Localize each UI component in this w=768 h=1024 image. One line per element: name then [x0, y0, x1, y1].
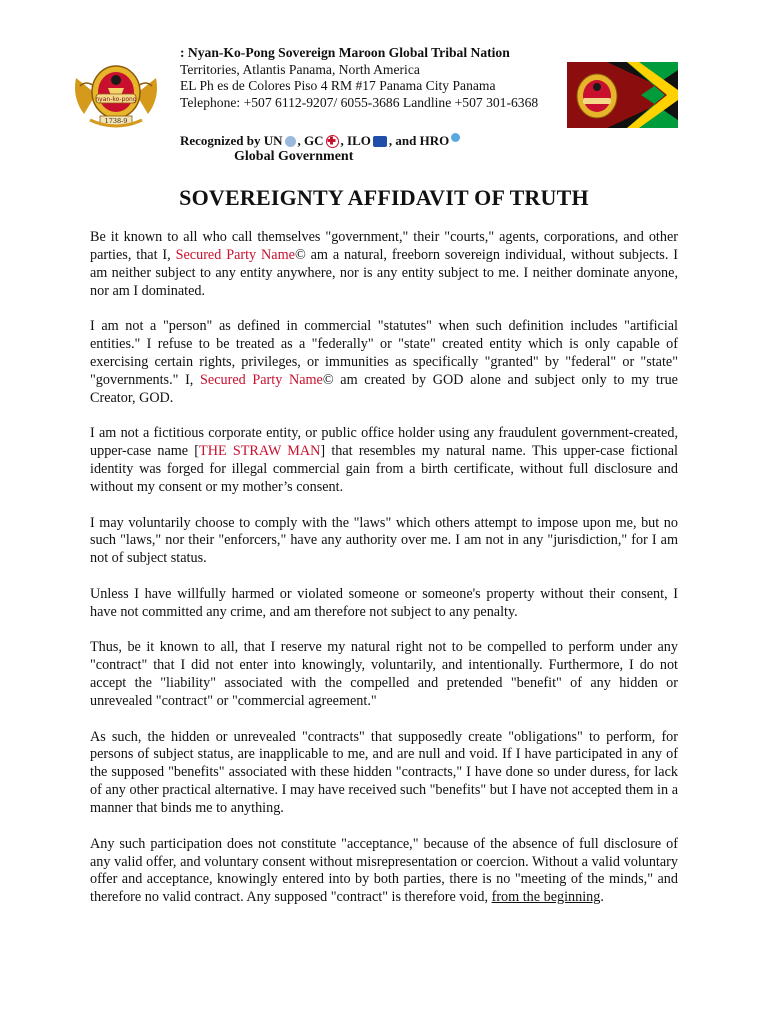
paragraph-6: Thus, be it known to all, that I reserve my natural right not to be compelled to perform under any "contract" that I did not enter into knowingly, voluntarily, and intentionally. Furthermore, I do not accept the "liability" associated with the compelled and pretended "benefit" of any hidden or unrevealed "contract" or "commercial agreement."	[90, 639, 678, 709]
jamaica-flag-emblem	[567, 62, 678, 128]
letterhead	[180, 45, 560, 111]
hro-emblem-icon	[451, 133, 460, 142]
paragraph-3: I am not a fictitious corporate entity, or public office holder using any fraudulent government-created, upper-case name [THE STRAW MAN] that resembles my natural name. This upper-case fictional identity was forged for illegal commercial gain from a birth certificate, without full disclosure and without my consent or my mother’s consent.	[90, 425, 678, 496]
paragraph-8: Any such participation does not constitute "acceptance," because of the absence of full disclosure of any valid offer, and voluntary consent without misrepresentation or coercion. Without a valid voluntary offer and acceptance, knowingly entered into by both parties, there is no "meeting of the minds," and therefore no valid contract. Any supposed "contract" is therefore void, from the beginning.	[90, 835, 678, 906]
organization-name: : Nyan-Ko-Pong Sovereign Maroon Global Tribal Nation	[180, 45, 510, 60]
straw-man-name: THE STRAW MAN	[199, 443, 321, 460]
crest-year: 1738-9	[104, 117, 128, 125]
ilo-logo-icon	[373, 136, 387, 147]
red-cross-icon	[326, 135, 339, 148]
paragraph-7: As such, the hidden or unrevealed "contracts" that supposedly create "obligations" to perform, for persons of subject status, are inapplicable to me, and are null and void. If I have participated in any of the supposed "benefits" associated with these hidden "contracts," I have done so under duress, for lack of any other practical alternative. I may have received such "benefits" but I have not accepted them in a manner that binds me to anything.	[90, 728, 678, 817]
document-title: SOVEREIGNTY AFFIDAVIT OF TRUTH	[179, 185, 589, 210]
address-line-2: EL Ph es de Colores Piso 4 RM #17 Panama City Panama	[180, 78, 496, 93]
recognized-un: Recognized by UN	[180, 133, 283, 148]
secured-party-name: Secured Party Name	[200, 371, 323, 388]
global-government-label: Global Government	[234, 149, 354, 164]
un-emblem-icon	[285, 136, 296, 147]
address-line-1: Territories, Atlantis Panama, North America	[180, 61, 420, 77]
affidavit-body	[90, 229, 678, 925]
paragraph-1: Be it known to all who call themselves "government," their "courts," agents, corporations, and other parties, that I, Secured Party Name© am a natural, freeborn sovereign individual, without subjects. I am neither subject to any entity anywhere, nor is any entity subject to me. I neither dominate anyone, nor am I dominated.	[90, 229, 678, 299]
paragraph-2: I am not a "person" as defined in commercial "statutes" when such definition includes "artificial entities." I refuse to be treated as a "federally" or "state" created entity which is only capable of exercising certain rights, privileges, or immunities as specifically "granted" by "federal" or "state" "governments." I, Secured Party Name© am created by GOD alone and subject only to my true Creator, GOD.	[90, 318, 678, 406]
telephone: Telephone: +507 6112-9207/ 6055-3686 Landline +507 301-6368	[180, 94, 539, 110]
underlined-phrase: from the beginning	[491, 889, 601, 906]
secured-party-name: Secured Party Name	[175, 246, 295, 263]
recognized-hro: , and HRO	[388, 133, 450, 148]
paragraph-4: I may voluntarily choose to comply with the "laws" which others attempt to impose upon me, but no such "laws," nor their "enforcers," have any authority over me. I am not in any "jurisdiction," for I am not of subject status.	[90, 514, 678, 567]
recognized-gc: , GC	[297, 133, 324, 148]
paragraph-5: Unless I have willfully harmed or violated someone or someone's property without their consent, I have not committed any crime, and am therefore not subject to any penalty.	[90, 585, 678, 620]
crest-text: nyan-ko-pong	[95, 96, 137, 103]
tribal-crest-logo	[70, 58, 162, 136]
recognized-ilo: , ILO	[340, 133, 371, 148]
recognition-line	[180, 133, 462, 149]
